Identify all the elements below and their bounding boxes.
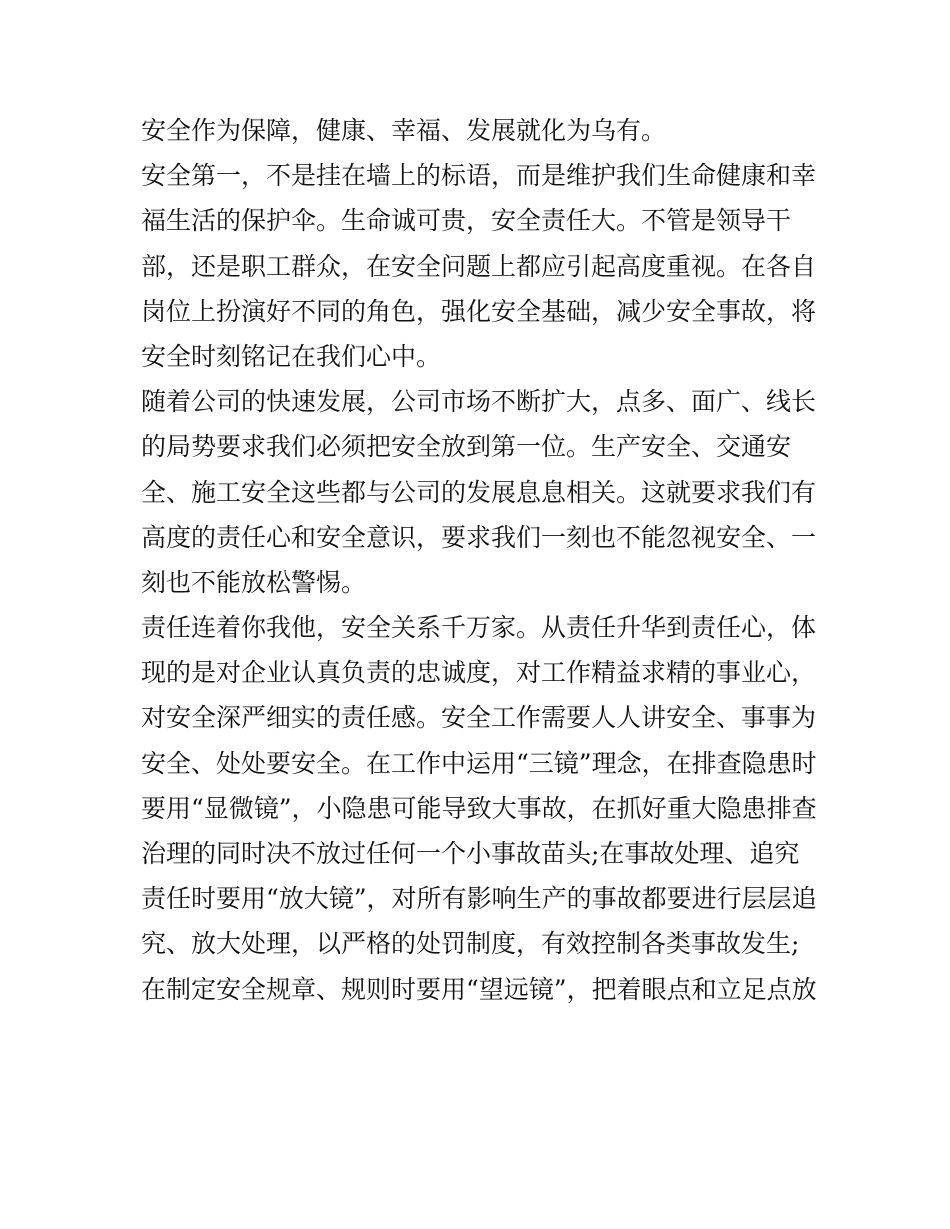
text-line: 安全作为保障，健康、幸福、发展就化为乌有。: [141, 116, 667, 145]
text-line: 治理的同时决不放过任何一个小事故苗头;在事故处理、追究: [141, 839, 800, 868]
text-line: 的局势要求我们必须把安全放到第一位。生产安全、交通安: [141, 432, 792, 462]
text-line: 责任时要用“放大镜”，对所有影响生产的事故都要进行层层追: [141, 884, 817, 914]
text-line: 要用“显微镜”，小隐患可能导致大事故，在抓好重大隐患排查: [141, 793, 817, 823]
text-line: 责任连着你我他，安全关系千万家。从责任升华到责任心，体: [141, 613, 817, 643]
text-line: 随着公司的快速发展，公司市场不断扩大，点多、面广、线长: [141, 387, 817, 417]
text-line: 部，还是职工群众，在安全问题上都应引起高度重视。在各自: [141, 251, 817, 281]
body-text: [141, 108, 831, 1012]
text-line: 安全、处处要安全。在工作中运用“三镜”理念，在排查隐患时: [141, 748, 817, 778]
text-line: 安全时刻铭记在我们心中。: [141, 341, 442, 371]
text-line: 究、放大处理，以严格的处罚制度，有效控制各类事故发生;: [141, 929, 800, 959]
text-line: 现的是对企业认真负责的忠诚度，对工作精益求精的事业心，: [141, 658, 817, 688]
text-line: 对安全深严细实的责任感。安全工作需要人人讲安全、事事为: [141, 703, 817, 733]
text-line: 福生活的保护伞。生命诚可贵，安全责任大。不管是领导干: [141, 206, 792, 236]
text-line: 高度的责任心和安全意识，要求我们一刻也不能忽视安全、一: [141, 522, 817, 552]
text-line: 全、施工安全这些都与公司的发展息息相关。这就要求我们有: [141, 477, 817, 507]
text-line: 岗位上扮演好不同的角色，强化安全基础，减少安全事故，将: [141, 296, 817, 326]
text-line: 在制定安全规章、规则时要用“望远镜”，把着眼点和立足点放: [141, 974, 817, 1004]
text-line: 刻也不能放松警惕。: [141, 567, 367, 597]
text-line: 安全第一，不是挂在墙上的标语，而是维护我们生命健康和幸: [141, 161, 817, 191]
